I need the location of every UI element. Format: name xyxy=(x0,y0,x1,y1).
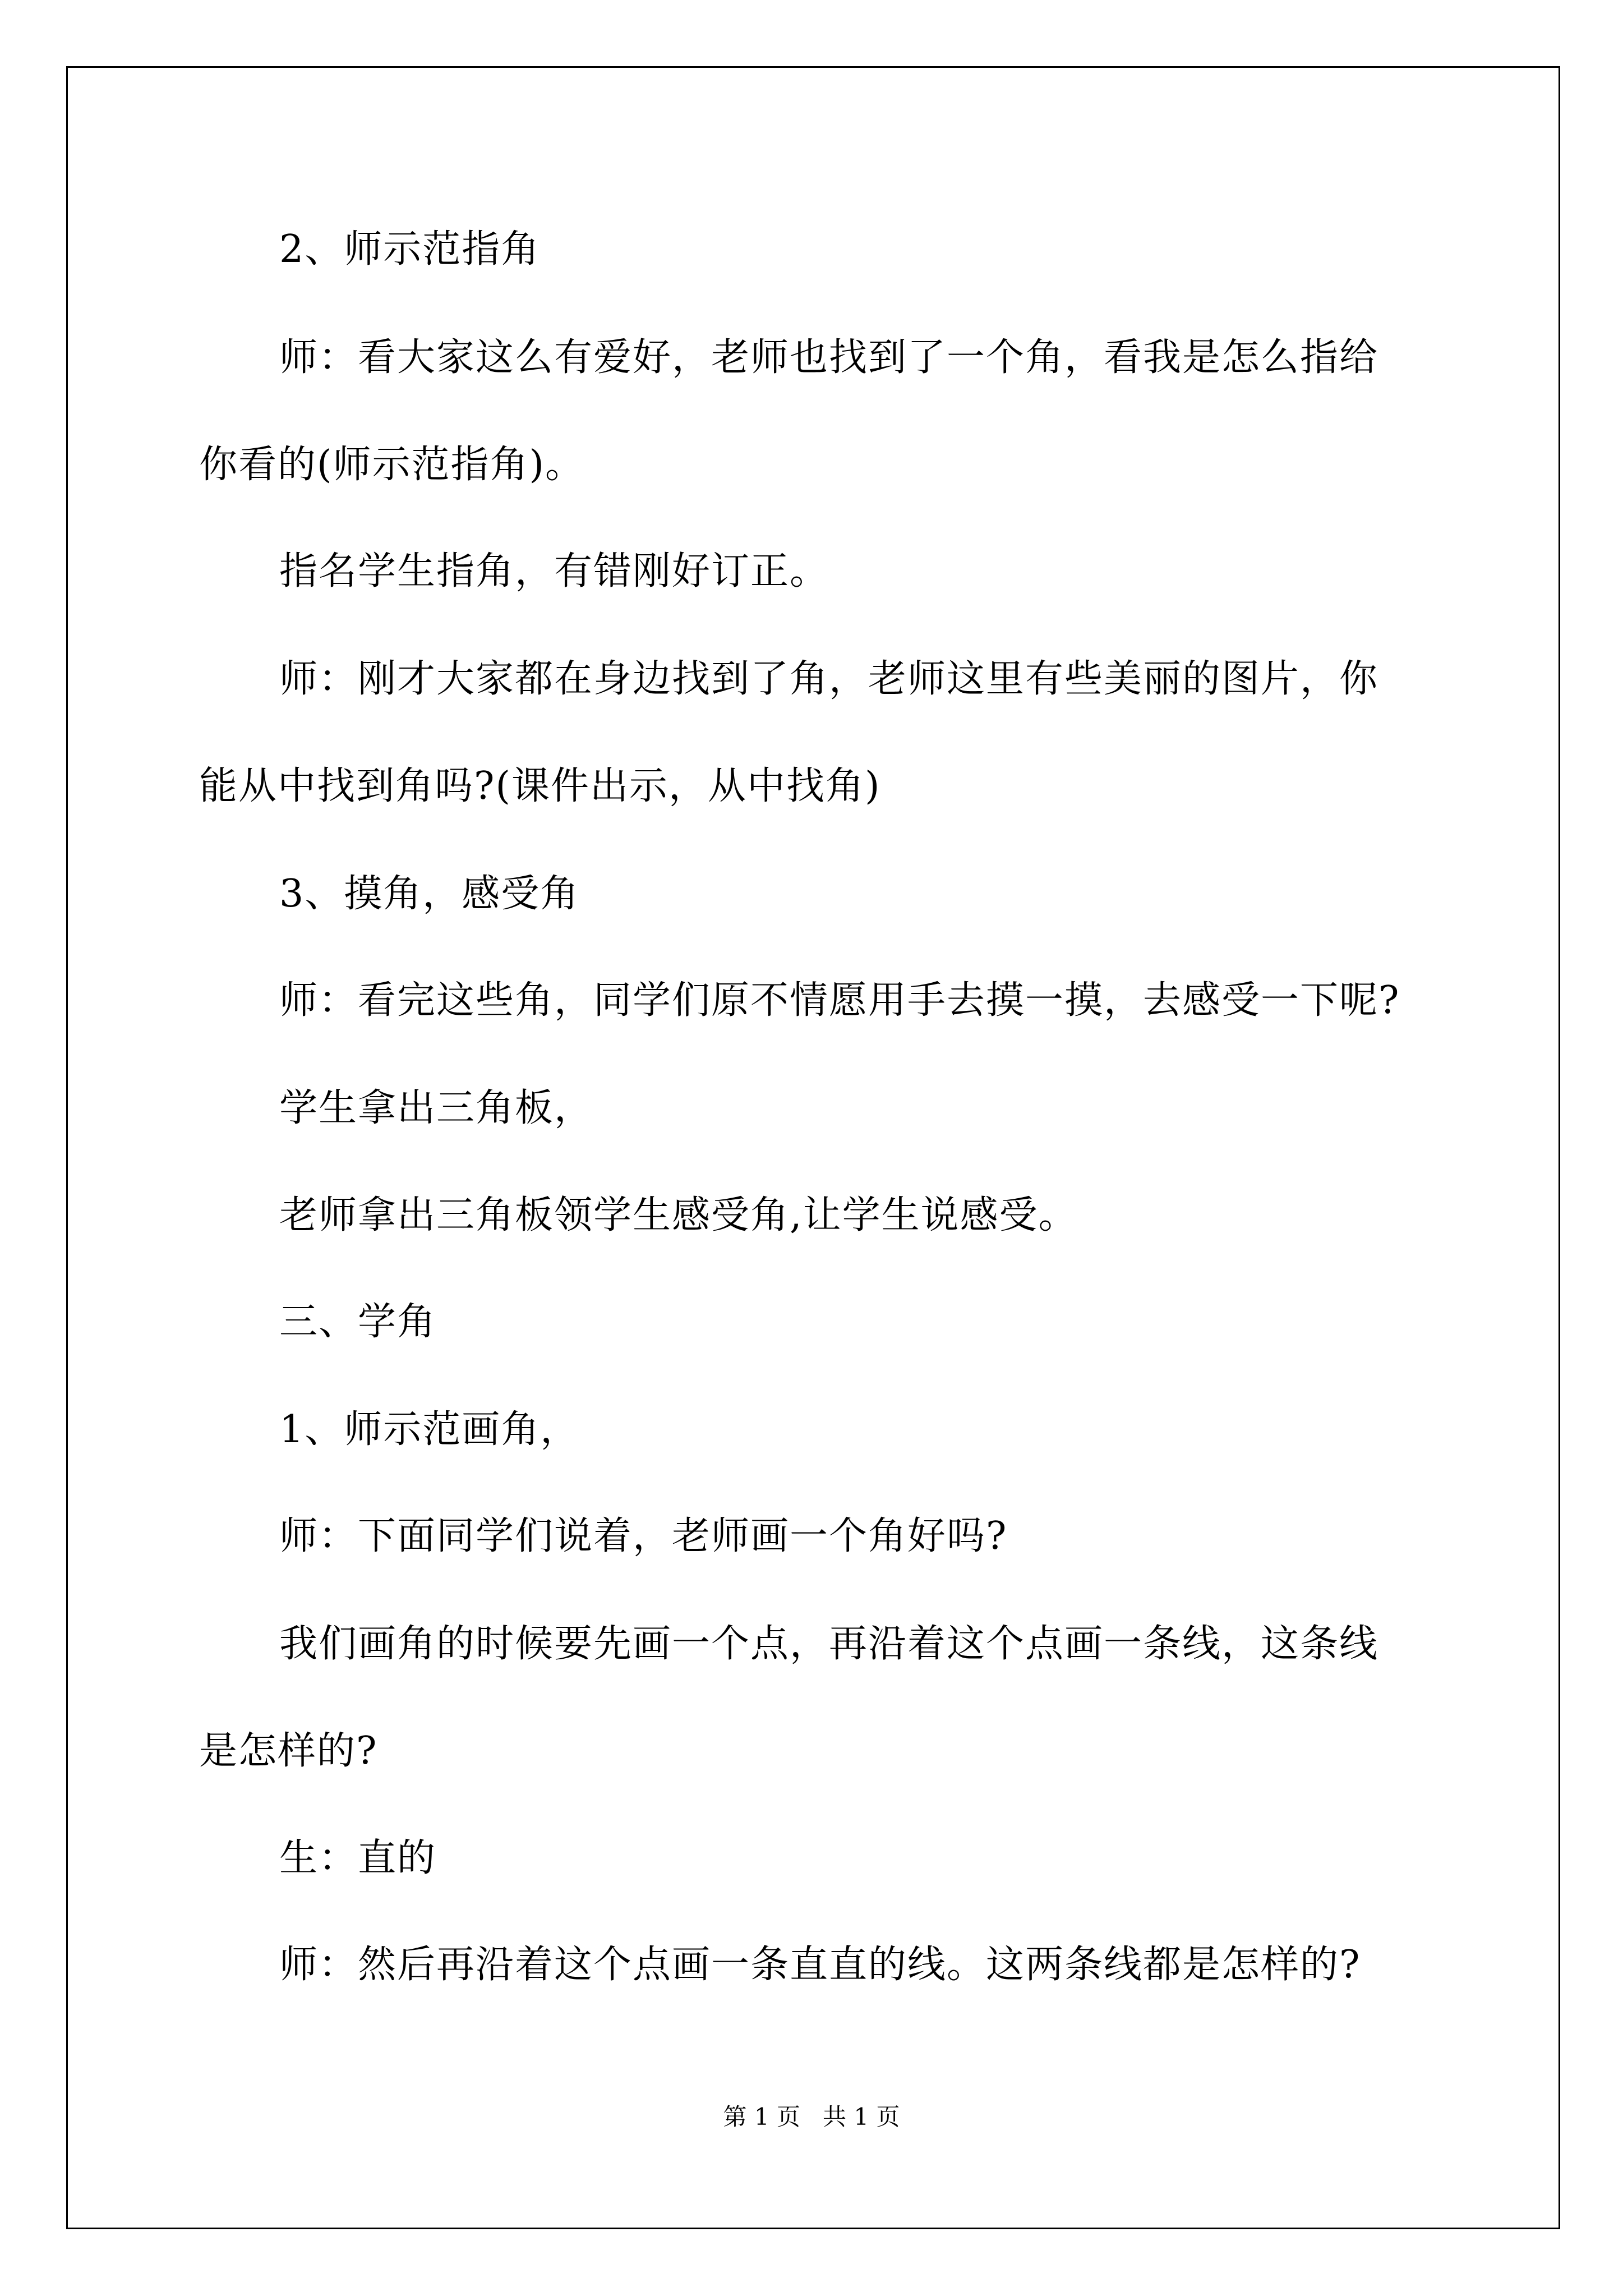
paragraph-line: 你看的(师示范指角)。 xyxy=(199,443,585,487)
heading-learn-angle: 三、学角 xyxy=(279,1300,437,1344)
paragraph-line: 能从中找到角吗?(课件出示，从中找角) xyxy=(199,764,881,808)
paragraph-line: 是怎样的? xyxy=(199,1729,378,1773)
paragraph-line: 师：然后再沿着这个点画一条直直的线。这两条线都是怎样的? xyxy=(279,1943,1361,1987)
paragraph-line: 我们画角的时候要先画一个点，再沿着这个点画一条线，这条线 xyxy=(279,1622,1379,1666)
page-border xyxy=(66,66,1560,2229)
heading-demo-draw-angle: 1、师示范画角， xyxy=(279,1407,580,1452)
paragraph-line: 老师拿出三角板领学生感受角,让学生说感受。 xyxy=(279,1193,1078,1237)
page-number-footer: 第 1 页 共 1 页 xyxy=(723,2103,900,2131)
paragraph-line: 生：直的 xyxy=(279,1836,437,1880)
paragraph-line: 师：刚才大家都在身边找到了角，老师这里有些美丽的图片，你 xyxy=(279,657,1379,701)
paragraph-line: 学生拿出三角板， xyxy=(279,1086,594,1130)
heading-demo-point-angle: 2、师示范指角 xyxy=(279,227,541,272)
heading-touch-angle: 3、摸角，感受角 xyxy=(279,872,580,916)
paragraph-line: 师：看完这些角，同学们原不情愿用手去摸一摸，去感受一下呢? xyxy=(279,978,1400,1023)
paragraph-line: 指名学生指角，有错刚好订正。 xyxy=(279,549,829,593)
paragraph-line: 师：看大家这么有爱好，老师也找到了一个角，看我是怎么指给 xyxy=(279,335,1379,380)
paragraph-line: 师：下面同学们说着，老师画一个角好吗? xyxy=(279,1514,1008,1558)
